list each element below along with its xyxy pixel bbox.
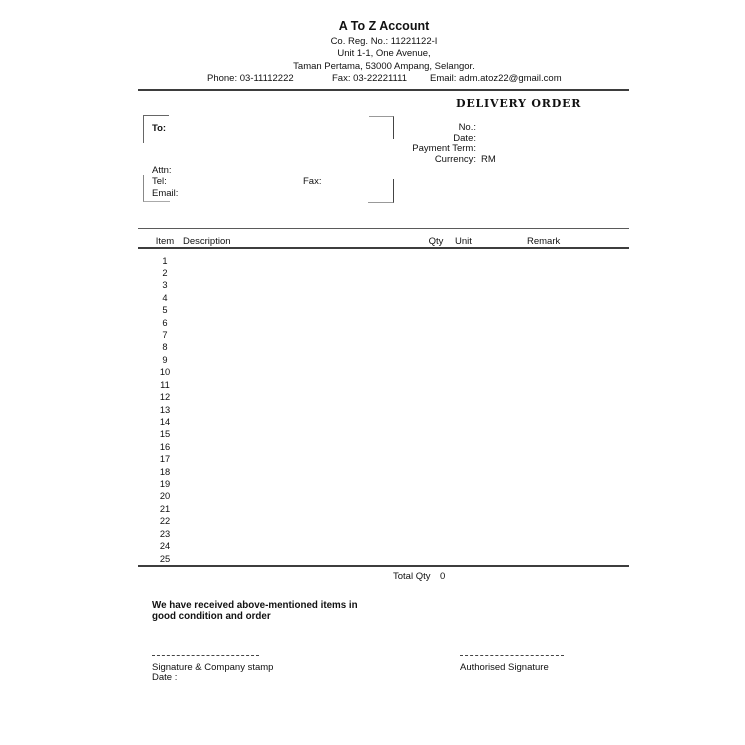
to-label: To:	[152, 123, 167, 134]
column-header-qty: Qty	[428, 235, 444, 247]
table-row-number: 21	[159, 503, 171, 514]
document-title: DELIVERY ORDER	[456, 97, 582, 110]
received-note-line2: good condition and order	[152, 611, 271, 622]
table-row-number: 23	[159, 528, 171, 539]
email-label: Email:	[152, 187, 179, 199]
table-row-number: 22	[159, 516, 171, 527]
company-address-line2: Taman Pertama, 53000 Ampang, Selangor.	[293, 60, 475, 72]
table-row-number: 14	[159, 416, 171, 427]
company-name: A To Z Account	[338, 19, 430, 33]
table-row-number: 16	[159, 441, 171, 452]
table-bottom-rule	[138, 565, 629, 567]
signature-line-left	[152, 655, 259, 657]
table-row-number: 25	[159, 553, 171, 564]
table-row-number: 10	[159, 367, 171, 378]
doc-currency-value: RM	[481, 153, 496, 165]
table-row-number: 15	[159, 429, 171, 440]
table-row-number: 9	[162, 354, 168, 365]
total-qty-label: Total Qty	[393, 570, 431, 582]
table-row-number: 8	[162, 342, 168, 353]
table-row-number: 12	[159, 392, 171, 403]
doc-currency-label: Currency:	[434, 153, 476, 165]
table-row-number: 3	[162, 280, 168, 291]
column-header-remark: Remark	[527, 235, 561, 247]
table-row-number: 6	[162, 317, 168, 328]
table-row-number: 1	[162, 255, 168, 266]
table-row-number: 4	[162, 292, 168, 303]
column-header-item: Item	[155, 235, 175, 247]
authorised-signature-label: Authorised Signature	[460, 661, 549, 673]
received-note-line1: We have received above-mentioned items in	[152, 599, 358, 611]
company-address-line1: Unit 1-1, One Avenue,	[337, 48, 431, 59]
table-row-number: 24	[159, 541, 171, 552]
company-fax: Fax: 03-22221111	[332, 72, 407, 84]
address-window-corner-bottom-right	[368, 179, 394, 203]
column-header-description: Description	[183, 235, 231, 247]
table-row-number: 18	[159, 466, 171, 477]
doc-date-label: Date:	[453, 132, 476, 144]
column-header-unit: Unit	[455, 235, 472, 247]
doc-payment-term-label: Payment Term:	[412, 143, 476, 154]
signature-company-stamp-label: Signature & Company stamp	[152, 661, 274, 673]
attn-label: Attn:	[152, 164, 172, 176]
doc-no-label: No.:	[458, 122, 476, 133]
signature-date-label: Date :	[152, 672, 178, 683]
company-phone: Phone: 03-11112222	[207, 72, 294, 84]
table-row-number: 13	[159, 404, 171, 415]
table-row-number: 11	[160, 379, 170, 390]
signature-line-right	[460, 655, 564, 657]
table-row-number: 7	[162, 330, 168, 341]
table-row-number: 19	[159, 479, 171, 490]
table-header-rule	[138, 247, 629, 249]
tel-label: Tel:	[152, 176, 167, 187]
header-divider	[138, 89, 629, 91]
table-top-rule	[138, 228, 629, 229]
table-row-number: 20	[159, 491, 171, 502]
table-row-number: 17	[159, 454, 171, 465]
table-row-number: 2	[162, 267, 168, 278]
table-row-number: 5	[162, 305, 168, 316]
company-registration: Co. Reg. No.: 11221122-I	[330, 36, 438, 47]
fax-label: Fax:	[303, 176, 322, 187]
company-email: Email: adm.atoz22@gmail.com	[430, 72, 562, 84]
total-qty-value: 0	[440, 570, 446, 582]
